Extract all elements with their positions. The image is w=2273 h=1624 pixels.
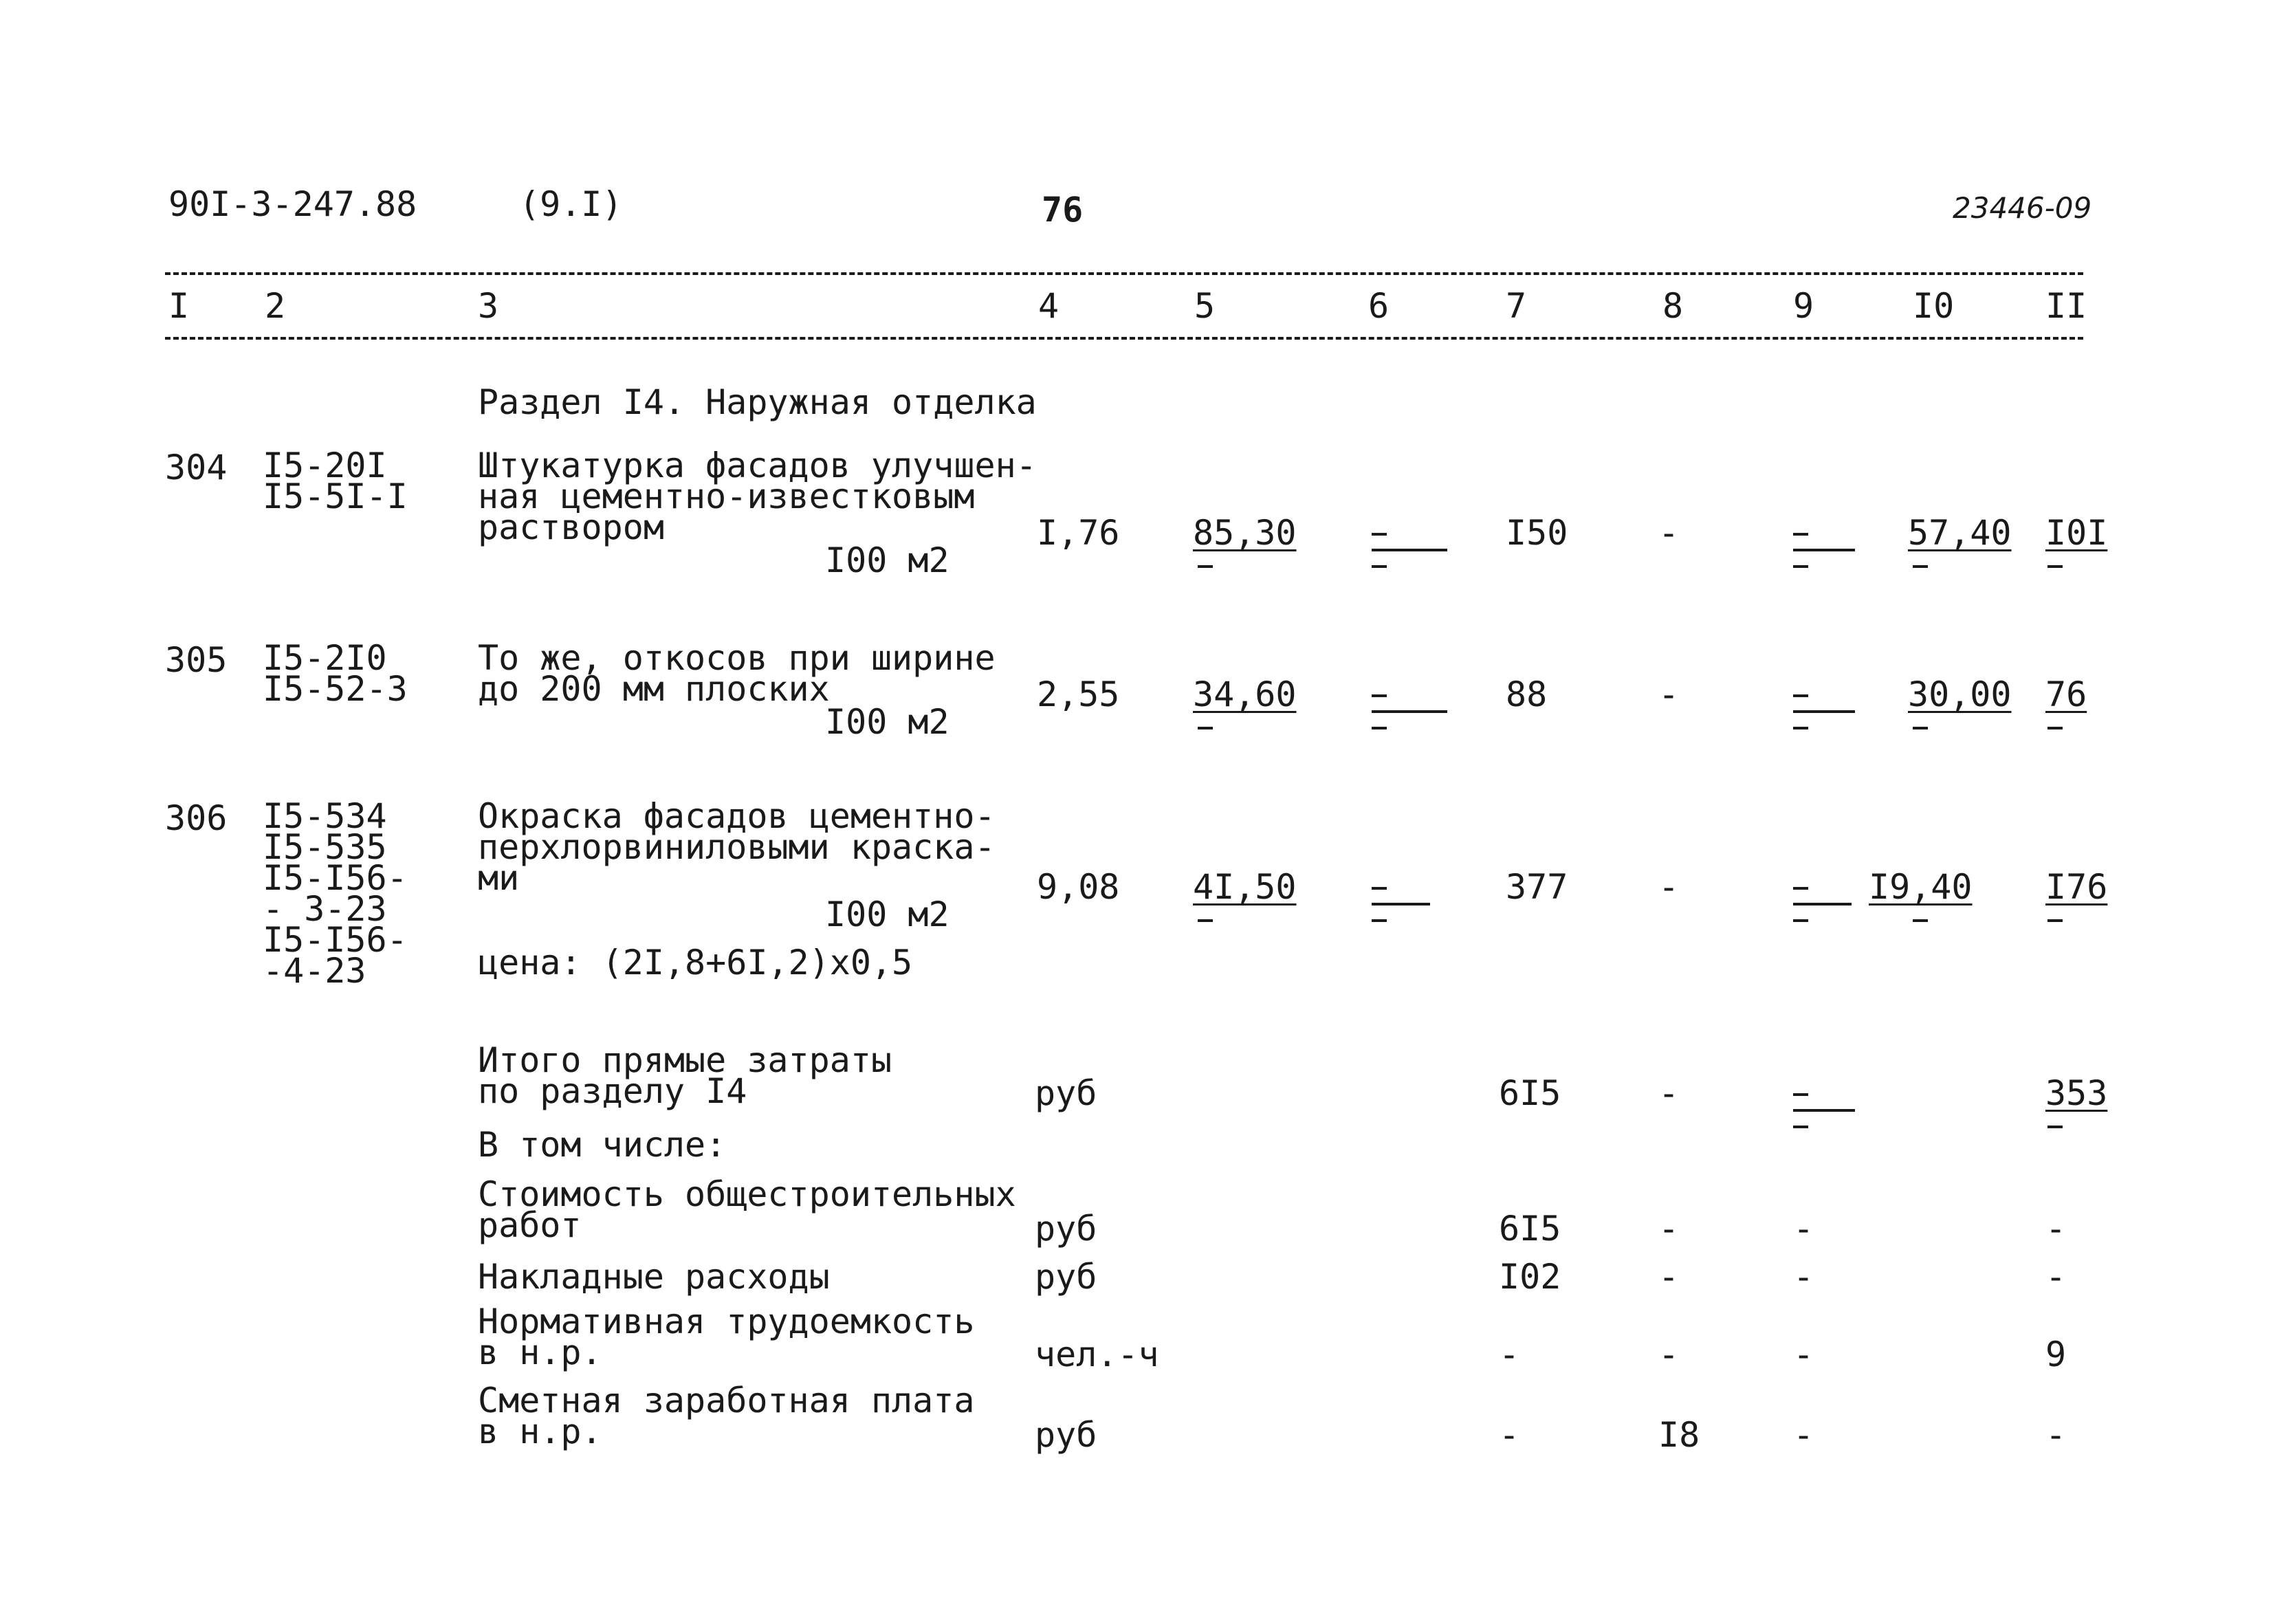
summary-line-col7: - xyxy=(1499,1335,1520,1374)
row-306-code: I5-I56- xyxy=(263,920,408,960)
dash-mark xyxy=(1372,533,1387,536)
row-306-unit: I00 м2 xyxy=(825,895,949,934)
row-305-unit: I00 м2 xyxy=(825,702,949,742)
row-305-col4: 2,55 xyxy=(1037,674,1120,714)
dash-mark xyxy=(2047,1126,2063,1128)
row-306-col7: 377 xyxy=(1506,867,1568,907)
row-306-col11: I76 xyxy=(2045,867,2108,907)
row-304-col5: 85,30 xyxy=(1193,513,1297,553)
row-304-description: ная цементно-известковым xyxy=(478,476,975,516)
row-305-number: 305 xyxy=(165,640,228,680)
row-304-number: 304 xyxy=(165,448,228,487)
summary-line-col8: - xyxy=(1658,1257,1680,1297)
row-306-col8: - xyxy=(1658,867,1680,907)
col-9-header: 9 xyxy=(1793,286,1814,326)
row-306-col4: 9,08 xyxy=(1037,867,1120,907)
row-306-col10: I9,40 xyxy=(1869,867,1973,907)
summary-line-col7: - xyxy=(1499,1415,1520,1455)
row-304-col7: I50 xyxy=(1506,513,1568,553)
summary-line-col8: - xyxy=(1658,1335,1680,1374)
row-305-col5: 34,60 xyxy=(1193,674,1297,714)
row-305-col10: 30,00 xyxy=(1908,674,2012,714)
dash-mark xyxy=(2047,565,2063,568)
dash-mark xyxy=(1913,565,1928,568)
row-305-code: I5-2I0 xyxy=(263,638,387,678)
row-305-col11: 76 xyxy=(2045,674,2087,714)
summary-line-label: в н.р. xyxy=(478,1412,602,1451)
summary-line-col7: 6I5 xyxy=(1499,1209,1561,1249)
row-306-code: I5-I56- xyxy=(263,858,408,898)
col-3-header: 3 xyxy=(478,286,499,326)
total-label: по разделу I4 xyxy=(478,1071,747,1111)
archive-number: 23446-09 xyxy=(1953,191,2092,225)
total-label: Итого прямые затраты xyxy=(478,1040,892,1080)
col-1-header: I xyxy=(168,286,190,326)
summary-line-label: Стоимость общестроительных xyxy=(478,1174,1016,1214)
col-10-header: I0 xyxy=(1913,286,1955,326)
row-305-col7: 88 xyxy=(1506,674,1548,714)
dash-mark xyxy=(1198,727,1213,729)
col-11-header: II xyxy=(2045,286,2087,326)
row-304-col4: I,76 xyxy=(1037,513,1120,553)
dash-mark xyxy=(1793,533,1808,536)
row-306-code: -4-23 xyxy=(263,951,366,991)
col-4-header: 4 xyxy=(1038,286,1059,326)
col-8-header: 8 xyxy=(1662,286,1684,326)
dash-mark xyxy=(1793,549,1855,551)
row-306-number: 306 xyxy=(165,798,228,838)
header-top-rule xyxy=(165,272,2083,275)
dash-mark xyxy=(1793,727,1808,729)
summary-line-col9: - xyxy=(1793,1335,1814,1374)
col-6-header: 6 xyxy=(1368,286,1390,326)
summary-line-label: Нормативная трудоемкость xyxy=(478,1302,975,1341)
dash-mark xyxy=(1198,565,1213,568)
row-304-description: раствором xyxy=(478,507,664,547)
row-305-code: I5-52-3 xyxy=(263,669,408,709)
summary-line-unit: руб xyxy=(1035,1257,1097,1297)
row-306-description: ми xyxy=(478,858,520,898)
row-305-col8: - xyxy=(1658,674,1680,714)
summary-line-unit: чел.-ч xyxy=(1035,1335,1159,1374)
summary-line-col9: - xyxy=(1793,1415,1814,1455)
total-col11: 353 xyxy=(2045,1073,2108,1113)
row-304-description: Штукатурка фасадов улучшен- xyxy=(478,446,1037,485)
dash-mark xyxy=(1372,727,1387,729)
dash-mark xyxy=(1793,1093,1808,1096)
row-306-code: I5-534 xyxy=(263,796,387,836)
total-col8: - xyxy=(1658,1073,1680,1113)
row-306-price-formula: цена: (2I,8+6I,2)х0,5 xyxy=(478,943,913,983)
dash-mark xyxy=(1793,903,1852,906)
dash-mark xyxy=(1793,710,1855,713)
summary-line-label: Сметная заработная плата xyxy=(478,1381,975,1420)
dash-mark xyxy=(1372,565,1387,568)
summary-line-col11: - xyxy=(2045,1209,2067,1249)
dash-mark xyxy=(2047,727,2063,729)
row-304-code: I5-5I-I xyxy=(263,476,408,516)
summary-line-unit: руб xyxy=(1035,1209,1097,1249)
dash-mark xyxy=(2047,919,2063,922)
summary-line-col11: - xyxy=(2045,1415,2067,1455)
summary-line-col8: - xyxy=(1658,1209,1680,1249)
summary-line-unit: руб xyxy=(1035,1415,1097,1455)
dash-mark xyxy=(1793,565,1808,568)
page-number: 76 xyxy=(1042,190,1084,230)
dash-mark xyxy=(1372,710,1447,713)
summary-line-col9: - xyxy=(1793,1209,1814,1249)
section-number: (9.I) xyxy=(519,184,623,224)
row-306-description: перхлорвиниловыми краска- xyxy=(478,827,996,867)
row-305-description: То же, откосов при ширине xyxy=(478,638,996,678)
dash-mark xyxy=(1913,727,1928,729)
row-305-description: до 200 мм плоских xyxy=(478,669,830,709)
total-col7: 6I5 xyxy=(1499,1073,1561,1113)
col-7-header: 7 xyxy=(1506,286,1527,326)
row-304-unit: I00 м2 xyxy=(825,540,949,580)
dash-mark xyxy=(1913,919,1928,922)
summary-line-label: в н.р. xyxy=(478,1332,602,1372)
including-label: В том числе: xyxy=(478,1125,727,1165)
dash-mark xyxy=(1372,887,1387,890)
summary-line-col11: 9 xyxy=(2045,1335,2067,1374)
total-unit: руб xyxy=(1035,1073,1097,1113)
col-2-header: 2 xyxy=(265,286,286,326)
row-304-code: I5-20I xyxy=(263,446,387,485)
col-5-header: 5 xyxy=(1194,286,1216,326)
dash-mark xyxy=(1793,1109,1855,1112)
row-304-col8: - xyxy=(1658,513,1680,553)
summary-line-col9: - xyxy=(1793,1257,1814,1297)
row-304-col11: I0I xyxy=(2045,513,2108,553)
row-306-code: I5-535 xyxy=(263,827,387,867)
dash-mark xyxy=(1372,549,1447,551)
dash-mark xyxy=(1372,694,1387,697)
summary-line-col8: I8 xyxy=(1658,1415,1700,1455)
dash-mark xyxy=(1793,887,1808,890)
dash-mark xyxy=(1793,694,1808,697)
row-306-code: - 3-23 xyxy=(263,889,387,929)
dash-mark xyxy=(1198,919,1213,922)
section-title: Раздел I4. Наружная отделка xyxy=(478,382,1037,422)
summary-line-col11: - xyxy=(2045,1257,2067,1297)
dash-mark xyxy=(1793,919,1808,922)
row-306-description: Окраска фасадов цементно- xyxy=(478,796,996,836)
row-304-col10: 57,40 xyxy=(1908,513,2012,553)
document-code: 90I-3-247.88 xyxy=(168,184,417,224)
row-306-col5: 4I,50 xyxy=(1193,867,1297,907)
dash-mark xyxy=(1372,903,1430,906)
summary-line-col7: I02 xyxy=(1499,1257,1561,1297)
dash-mark xyxy=(1372,919,1387,922)
dash-mark xyxy=(1793,1126,1808,1128)
summary-line-label: работ xyxy=(478,1205,582,1245)
header-bottom-rule xyxy=(165,337,2083,340)
summary-line-label: Накладные расходы xyxy=(478,1257,830,1297)
